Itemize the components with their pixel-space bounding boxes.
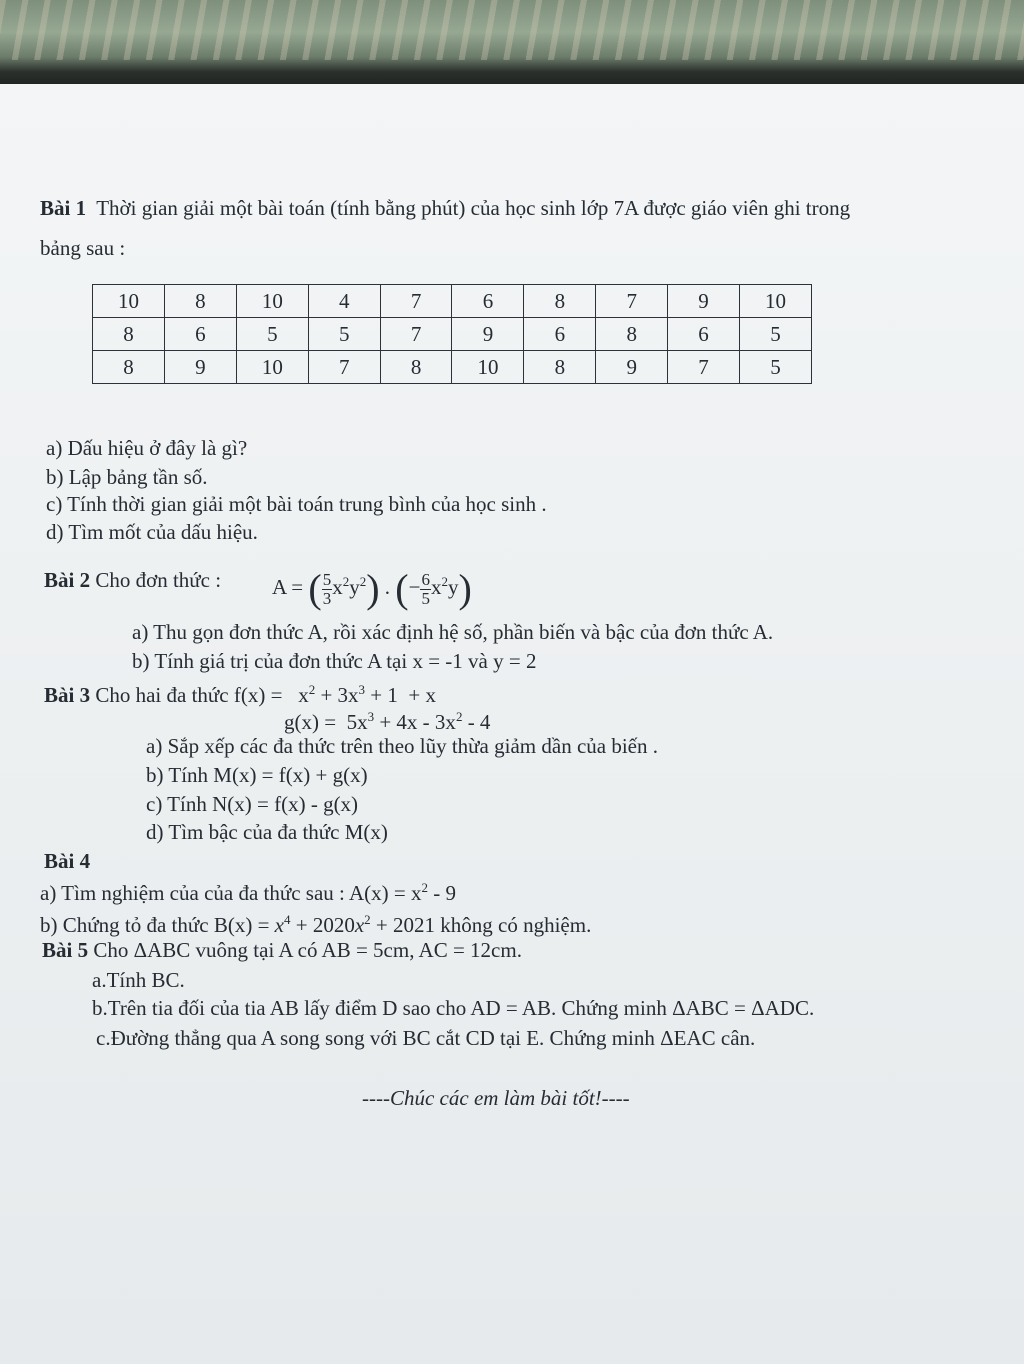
table-cell: 7	[596, 285, 668, 318]
bai3-question-b: b) Tính M(x) = f(x) + g(x)	[146, 763, 368, 787]
bai1-question-d: d) Tìm mốt của dấu hiệu.	[46, 520, 258, 544]
table-cell: 6	[165, 318, 237, 351]
table-cell: 7	[380, 285, 452, 318]
bai1-question-a: a) Dấu hiệu ở đây là gì?	[46, 436, 248, 460]
table-cell: 7	[380, 318, 452, 351]
table-cell: 9	[668, 285, 740, 318]
fraction-2: $\frac{6}{5}$	[421, 569, 430, 608]
monomial-formula: A = ( $\frac{5}{3}$ $x^2y^2$) . (− $\frac{6}{5}$ $x^2y$)	[272, 566, 472, 612]
table-cell: 6	[668, 318, 740, 351]
bai2-question-b: b) Tính giá trị của đơn thức A tại x = -1 và y = 2	[132, 649, 537, 673]
table-cell: 10	[236, 351, 308, 384]
table-cell: 4	[308, 285, 380, 318]
bai2-heading: Bài 2 Cho đơn thức :	[44, 568, 222, 592]
bai5-item-a: a.Tính BC.	[92, 968, 185, 992]
table-cell: 8	[165, 285, 237, 318]
table-cell: 9	[165, 351, 237, 384]
table-cell: 8	[596, 318, 668, 351]
table-cell: 9	[596, 351, 668, 384]
table-cell: 7	[668, 351, 740, 384]
table-cell: 6	[524, 318, 596, 351]
table-cell: 8	[93, 351, 165, 384]
table-cell: 8	[524, 351, 596, 384]
table-cell: 8	[93, 318, 165, 351]
table-cell: 8	[380, 351, 452, 384]
bai1-heading: Bài 1 Thời gian giải một bài toán (tính bằng phút) của học sinh lớp 7A được giáo viên ghi trong	[40, 196, 851, 220]
bai3-question-d: d) Tìm bậc của đa thức M(x)	[146, 820, 388, 844]
background-fabric	[0, 0, 1024, 92]
data-table	[92, 284, 812, 384]
bai5-item-c: c.Đường thẳng qua A song song với BC cắt CD tại E. Chứng minh ΔEAC cân.	[96, 1026, 756, 1050]
bai5-item-b: b.Trên tia đối của tia AB lấy điểm D sao cho AD = AB. Chứng minh ΔABC = ΔADC.	[92, 996, 815, 1020]
table-cell: 10	[236, 285, 308, 318]
table-cell: 9	[452, 318, 524, 351]
bai4-heading: Bài 4	[44, 849, 91, 873]
table-row	[93, 351, 812, 384]
bai3-heading: Bài 3 Cho hai đa thức $f(x) = x^2 + 3x^3 + 1 + x$	[44, 682, 436, 707]
table-cell: 5	[739, 318, 811, 351]
fraction-1: $\frac{5}{3}$	[322, 569, 332, 608]
table-row	[93, 318, 812, 351]
table-cell: 5	[739, 351, 811, 384]
bai5-heading: Bài 5 Cho ΔABC vuông tại A có AB = 5cm, AC = 12cm.	[42, 938, 522, 962]
bai2-question-a: a) Thu gọn đơn thức A, rồi xác định hệ số, phần biến và bậc của đơn thức A.	[132, 620, 774, 644]
table-cell: 10	[739, 285, 811, 318]
bai4-question-b: b) Chứng tỏ đa thức $B(x) = x^4 + 2020x^2 + 2021$ không có nghiệm.	[40, 912, 592, 937]
bai3-question-a: a) Sắp xếp các đa thức trên theo lũy thừa giảm dần của biến .	[146, 734, 658, 758]
table-cell: 5	[236, 318, 308, 351]
bai3-question-c: c) Tính N(x) = f(x) - g(x)	[146, 792, 359, 816]
polynomial-g: $g(x) = 5x^3 + 4x - 3x^2 - 4$	[284, 709, 491, 734]
table-cell: 10	[452, 351, 524, 384]
bai1-text-cont: bảng sau :	[40, 236, 126, 260]
closing-message: ----Chúc các em làm bài tốt!----	[362, 1086, 630, 1110]
table-cell: 6	[452, 285, 524, 318]
exam-paper	[0, 84, 1024, 1364]
table-cell: 10	[93, 285, 165, 318]
table-row	[93, 285, 812, 318]
table-cell: 7	[308, 351, 380, 384]
bai1-question-b: b) Lập bảng tần số.	[46, 465, 208, 489]
bai1-question-c: c) Tính thời gian giải một bài toán trung bình của học sinh .	[46, 492, 547, 516]
table-cell: 8	[524, 285, 596, 318]
table-cell: 5	[308, 318, 380, 351]
bai4-question-a: a) Tìm nghiệm của của đa thức sau : $A(x) = x^2 - 9$	[40, 880, 456, 905]
